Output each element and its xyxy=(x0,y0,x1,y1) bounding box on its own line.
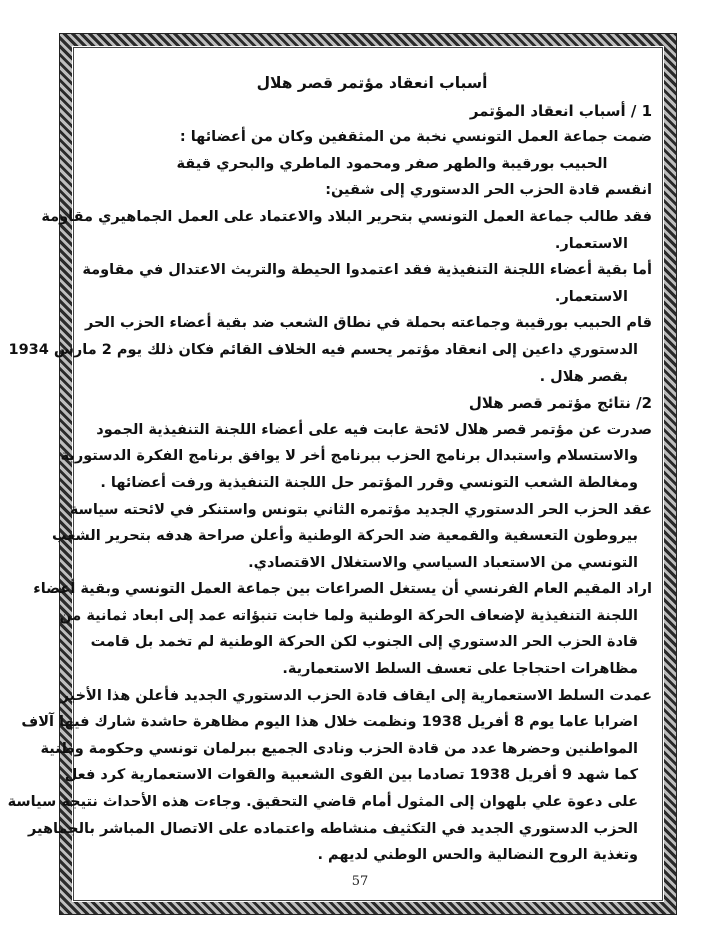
paragraph-line: الحبيب بورقيبة والطهر صفر ومحمود الماطري والبحري قيقة xyxy=(176,155,608,172)
paragraph-line: التونسي من الاستعباد السياسي والاستغلال الاقتصادي. xyxy=(248,554,638,571)
document-body xyxy=(7,70,652,869)
paragraph-line: اللجنة التنفيذية لإضعاف الحركة الوطنية ولما خابت تنبؤاته عمد إلى ابعاد ثمانية من xyxy=(59,607,638,624)
paragraph-line: أما بقية أعضاء اللجنة التنفيذية فقد اعتمدوا الحيطة والتريث الاعتدال في مقاومة xyxy=(82,262,652,279)
paragraph-line: كما شهد 9 أفريل 1938 تصادما بين القوى الشعبية والقوات الاستعمارية كرد فعل xyxy=(64,767,638,784)
paragraph-line: مظاهرات احتجاجا على تعسف السلط الاستعمارية. xyxy=(282,661,638,678)
paragraph-line: والاستسلام واستبدال برنامج الحزب ببرنامج أخر لا يوافق برنامج الفكرة الدستورية xyxy=(60,448,638,465)
paragraph-line: ومغالطة الشعب التونسي وقرر المؤتمر حل اللجنة التنفيذية ورفت أعضائها . xyxy=(100,474,638,491)
paragraph-line: فقد طالب جماعة العمل التونسي بتحرير البلاد والاعتماد على العمل الجماهيري مقاومة xyxy=(41,208,652,225)
paragraph-line: بقصر هلال . xyxy=(539,368,628,385)
paragraph-line: قادة الحزب الحر الدستوري إلى الجنوب لكن الحركة الوطنية لم تخمد بل قامت xyxy=(90,634,638,651)
paragraph-line: اضرابا عاما يوم 8 أفريل 1938 ونظمت خلال هذا اليوم مظاهرة حاشدة شارك فيها آلاف xyxy=(21,714,638,731)
paragraph-line: عقد الحزب الحر الدستوري الجديد مؤتمره الثاني بتونس واستنكر في لائحته سياسة xyxy=(69,501,652,518)
paragraph-line: الدستوري داعين إلى انعقاد مؤتمر يحسم فيه الخلاف القائم فكان ذلك يوم 2 مارس 1934 xyxy=(8,341,638,358)
page-number: 57 xyxy=(351,874,369,889)
paragraph-line: بيروطون التعسفية والقمعية ضد الحركة الوطنية وأعلن صراحة هدفه بتحرير الشعب xyxy=(51,528,638,545)
section1-heading: 1 / أسباب انعقاد المؤتمر xyxy=(469,101,652,120)
paragraph-line: الاستعمار. xyxy=(554,235,628,252)
paragraph-line: الحزب الدستوري الجديد في التكثيف منشاطه واعتماده على الاتصال المباشر بالجماهير xyxy=(28,820,638,837)
paragraph-line: الاستعمار. xyxy=(554,288,628,305)
paragraph-line: قام الحبيب بورقيبة وجماعته بحملة في نطاق الشعب ضد بقية أعضاء الحزب الحر xyxy=(85,315,652,332)
paragraph-line: ضمت جماعة العمل التونسي نخبة من المثقفين وكان من أعضائها : xyxy=(179,129,652,146)
page-title: أسباب انعقاد مؤتمر قصر هلال xyxy=(256,74,488,92)
section2-heading: 2/ نتائج مؤتمر قصر هلال xyxy=(468,394,652,413)
paragraph-line: انقسم قادة الحزب الحر الدستوري إلى شقين: xyxy=(325,182,652,199)
paragraph-line: اراد المقيم العام الفرنسي أن يستغل الصراعات بين جماعة العمل التونسي وبقية أعضاء xyxy=(33,581,652,598)
paragraph-line: المواطنين وحضرها عدد من قادة الحزب ونادى الجميع ببرلمان تونسي وحكومة وطنية xyxy=(40,740,638,757)
paragraph-line: صدرت عن مؤتمر قصر هلال لائحة عابت فيه على أعضاء اللجنة التنفيذية الجمود xyxy=(96,421,652,438)
paragraph-line: وتغذية الروح النضالية والحس الوطني لديهم . xyxy=(317,847,638,864)
paragraph-line: على دعوة علي بلهوان إلى المثول أمام قاضي التحقيق. وجاءت هذه الأحداث نتيجة سياسة xyxy=(7,794,638,811)
paragraph-line: عمدت السلط الاستعمارية إلى ايقاف قادة الحزب الدستوري الجديد فأعلن هذا الأخير xyxy=(60,687,652,704)
